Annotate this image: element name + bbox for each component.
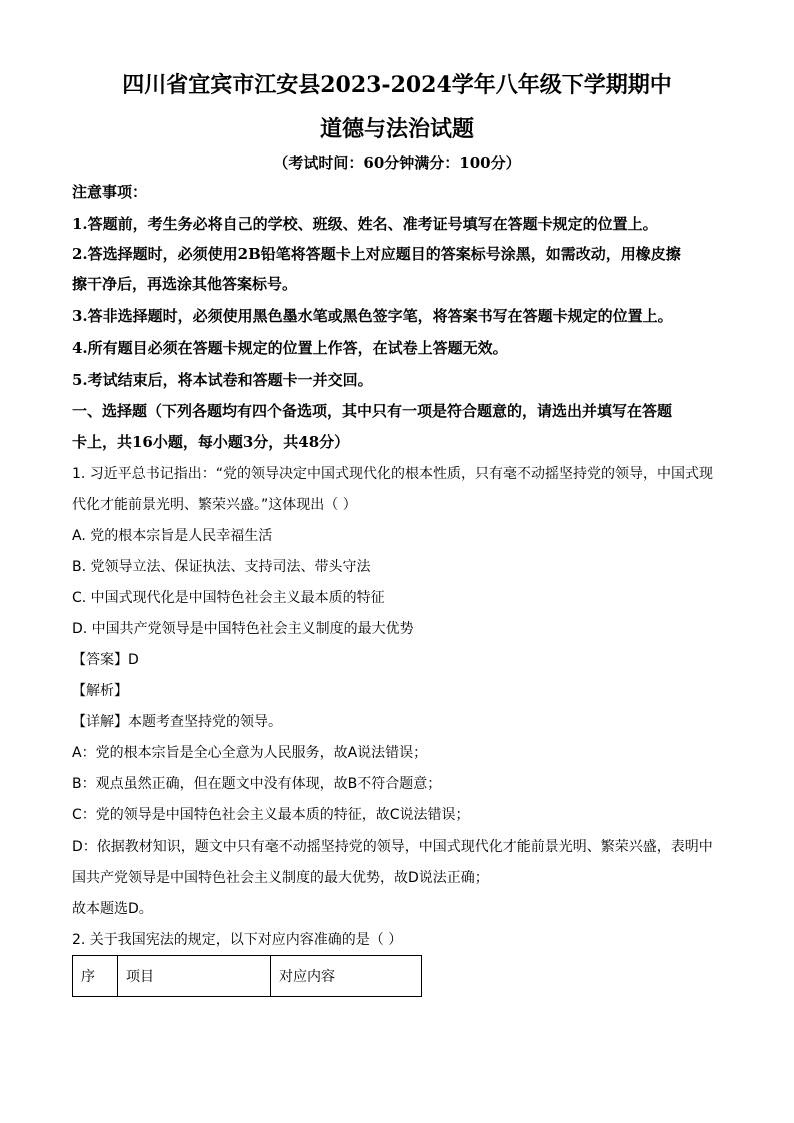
detail-label: 【详解】本题考查坚持党的领导。 — [72, 714, 282, 730]
exam-title: 四川省宜宾市江安县2023-2024学年八年级下学期期中 — [122, 72, 672, 98]
notes-heading: 注意事项： — [72, 183, 148, 201]
answer-label: 【答案】D — [72, 652, 139, 668]
question-1-stem: 1. 习近平总书记指出：“党的领导决定中国式现代化的根本性质，只有毫不动摇坚持党的领导，中国式现 — [72, 466, 714, 482]
note-item: 1.答题前，考生务必将自己的学校、班级、姓名、准考证号填写在答题卡规定的位置上。 — [72, 215, 658, 233]
explanation-line: C：党的领导是中国特色社会主义最本质的特征，故C说法错误； — [72, 807, 470, 823]
note-item: 2.答选择题时，必须使用2B铅笔将答题卡上对应题目的答案标号涂黑，如需改动，用橡皮擦 — [72, 245, 681, 263]
option-a: A. 党的根本宗旨是人民幸福生活 — [72, 528, 273, 544]
explanation-line: D：依据教材知识，题文中只有毫不动摇坚持党的领导，中国式现代化才能前景光明、繁荣兴盛，表明中 — [72, 839, 713, 855]
section-heading: 一、选择题（下列各题均有四个备选项，其中只有一项是符合题意的，请选出并填写在答题 — [72, 402, 673, 420]
question-1-stem-cont: 代化才能前景光明、繁荣兴盛。”这体现出（ ） — [72, 497, 357, 513]
conclusion: 故本题选D。 — [72, 901, 153, 917]
exam-info: （考试时间：60分钟满分：100分） — [273, 154, 521, 172]
table-header-cell: 对应内容 — [271, 956, 422, 997]
explanation-line: A：党的根本宗旨是全心全意为人民服务，故A说法错误； — [72, 745, 428, 761]
section-heading-cont: 卡上，共16小题，每小题3分，共48分） — [72, 433, 350, 451]
note-item: 擦干净后，再选涂其他答案标号。 — [72, 275, 298, 293]
table-header-cell: 序 — [73, 956, 118, 997]
table-header-row — [73, 956, 422, 997]
note-item: 4.所有题目必须在答题卡规定的位置上作答，在试卷上答题无效。 — [72, 339, 508, 357]
exam-subject: 道德与法治试题 — [319, 116, 474, 142]
analysis-label: 【解析】 — [72, 683, 128, 699]
explanation-line: B：观点虽然正确，但在题文中没有体现，故B不符合题意； — [72, 776, 442, 792]
table-header-cell: 项目 — [118, 956, 271, 997]
question-2-stem: 2. 关于我国宪法的规定，以下对应内容准确的是（ ） — [72, 932, 403, 948]
note-item: 5.考试结束后，将本试卷和答题卡一并交回。 — [72, 371, 373, 389]
note-item: 3.答非选择题时，必须使用黑色墨水笔或黑色签字笔，将答案书写在答题卡规定的位置上。 — [72, 307, 673, 325]
option-b: B. 党领导立法、保证执法、支持司法、带头守法 — [72, 559, 371, 575]
explanation-line: 国共产党领导是中国特色社会主义制度的最大优势，故D说法正确； — [72, 870, 489, 886]
option-c: C. 中国式现代化是中国特色社会主义最本质的特征 — [72, 590, 385, 606]
question-2-table — [72, 955, 422, 997]
option-d: D. 中国共产党领导是中国特色社会主义制度的最大优势 — [72, 621, 414, 637]
